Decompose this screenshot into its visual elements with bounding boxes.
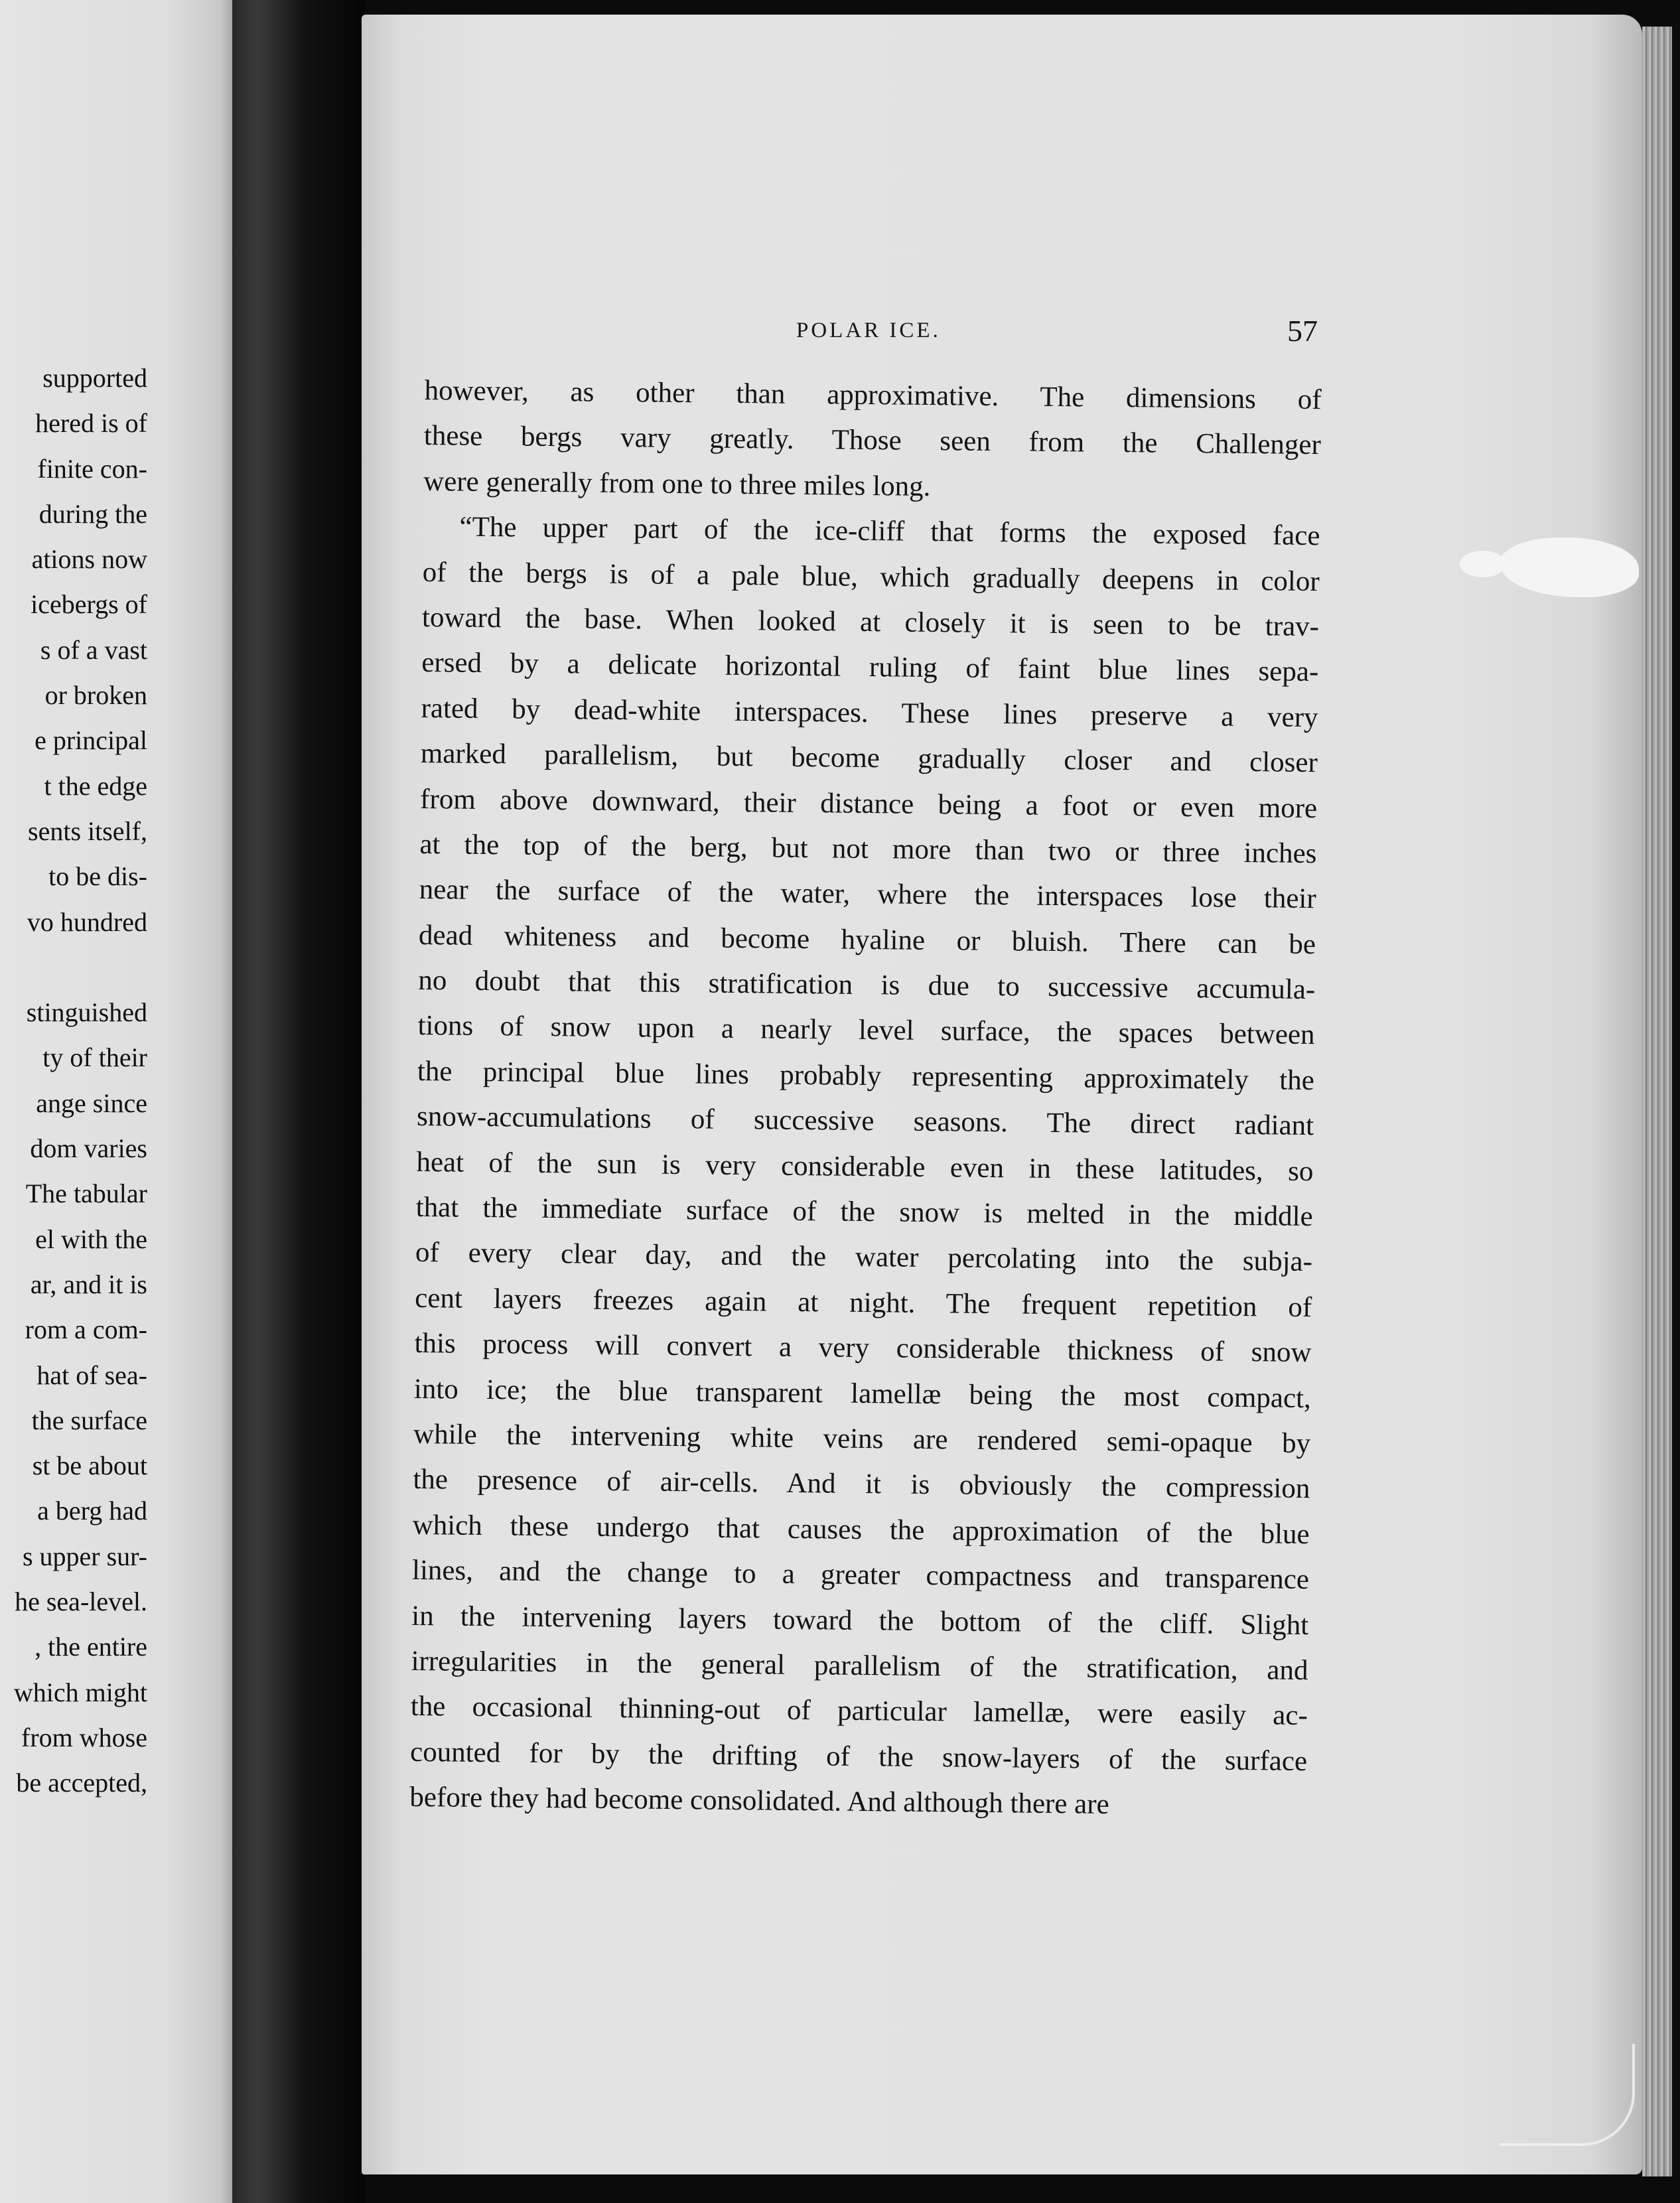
scan-blemish (1460, 551, 1506, 577)
book-gutter-shadow (232, 0, 365, 2203)
page-number: 57 (1287, 314, 1318, 348)
left-line: s upper sur- (22, 1541, 147, 1571)
left-line: from whose (21, 1722, 147, 1752)
text-line: of every clear day, and the water percolating into the subja- (415, 1237, 1313, 1278)
left-line: the surface (31, 1405, 147, 1435)
left-line: vo hundred (27, 906, 147, 937)
text-line: the presence of air-cells. And it is obviously the compression (413, 1464, 1310, 1505)
text-line: the occasional thinning-out of particular lamellæ, were easily ac- (410, 1691, 1308, 1732)
page-body-text (409, 368, 1322, 1830)
left-line: during the (38, 498, 147, 529)
text-line: from above downward, their distance being a foot or even more (419, 783, 1318, 824)
text-line: of the bergs is of a pale blue, which gradually deepens in color (422, 556, 1320, 597)
left-line: e principal (35, 725, 147, 756)
running-head: POLAR ICE. (796, 319, 941, 342)
text-line: this process will convert a very considerable thickness of snow (414, 1328, 1312, 1369)
text-line: rated by dead-white interspaces. These lines preserve a very (421, 692, 1318, 733)
left-line: icebergs of (31, 589, 147, 620)
text-line: heat of the sun is very considerable even in these latitudes, so (416, 1146, 1314, 1187)
text-line: before they had become consolidated. And although there are (409, 1781, 1109, 1821)
left-line: st be about (32, 1451, 147, 1481)
scan-blemish (1500, 2044, 1635, 2146)
text-line: dead whiteness and become hyaline or bluish. There can be (418, 919, 1316, 960)
left-line: ange since (36, 1088, 147, 1118)
left-line: The tabular (25, 1178, 147, 1209)
left-line: which might (13, 1677, 147, 1707)
left-line: , the entire (35, 1632, 147, 1662)
left-line: he sea-level. (15, 1587, 147, 1617)
left-line: supported (42, 363, 147, 393)
text-line: in the intervening layers toward the bottom of the cliff. Slight (411, 1600, 1309, 1641)
left-line: a berg had (37, 1496, 147, 1526)
left-line: s of a vast (40, 634, 147, 665)
left-line: t the edge (44, 770, 147, 801)
text-line: irregularities in the general parallelism of the stratification, and (411, 1645, 1308, 1686)
text-line: marked parallelism, but become gradually closer and closer (420, 738, 1318, 779)
left-line: dom varies (30, 1133, 147, 1164)
text-line: lines, and the change to a greater compactness and transparence (411, 1555, 1310, 1596)
text-line: near the surface of the water, where the interspaces lose their (419, 874, 1316, 915)
text-line: snow-accumulations of successive seasons. The direct radiant (416, 1101, 1314, 1142)
left-page (0, 0, 239, 2203)
text-line: toward the base. When looked at closely it is seen to be trav- (421, 601, 1320, 643)
text-line: into ice; the blue transparent lamellæ being the most compact, (413, 1373, 1312, 1414)
text-line: which these undergo that causes the approximation of the blue (412, 1509, 1310, 1550)
text-line: tions of snow upon a nearly level surface, the spaces between (417, 1010, 1315, 1051)
left-line: sents itself, (28, 816, 147, 846)
left-page-text (0, 356, 147, 1806)
left-line: ar, and it is (30, 1269, 147, 1299)
page-edges (1642, 27, 1672, 2176)
text-line: ersed by a delicate horizontal ruling of faint blue lines sepa- (421, 647, 1319, 688)
text-line: the principal blue lines probably representing approximately the (417, 1055, 1315, 1096)
text-line: counted for by the drifting of the snow-layers of the surface (409, 1736, 1308, 1777)
left-line: ations now (31, 544, 147, 575)
text-line: at the top of the berg, but not more than two or three inches (419, 828, 1317, 870)
left-line: el with the (35, 1224, 147, 1254)
left-line: finite con- (37, 453, 147, 484)
left-line: ty of their (42, 1042, 147, 1073)
left-line: be accepted, (16, 1768, 147, 1798)
left-line: stinguished (26, 997, 147, 1028)
left-line: hat of sea- (36, 1360, 147, 1390)
text-line: no doubt that this stratification is due to successive accumula- (418, 965, 1316, 1006)
left-line (0, 945, 147, 990)
text-line: while the intervening white veins are rendered semi-opaque by (413, 1418, 1311, 1460)
text-line: “The upper part of the ice-cliff that forms the exposed face (459, 511, 1320, 552)
text-line: that the immediate surface of the snow is melted in the middle (415, 1191, 1313, 1233)
left-line: hered is of (35, 408, 147, 439)
text-line: were generally from one to three miles long. (423, 465, 931, 502)
text-line: however, as other than approximative. The dimensions of (424, 374, 1322, 416)
left-line: to be dis- (48, 861, 147, 892)
text-line: these bergs vary greatly. Those seen from the Challenger (423, 420, 1322, 461)
text-line: cent layers freezes again at night. The frequent repetition of (415, 1282, 1312, 1323)
left-line: or broken (44, 680, 147, 711)
left-line: rom a com- (25, 1315, 147, 1345)
